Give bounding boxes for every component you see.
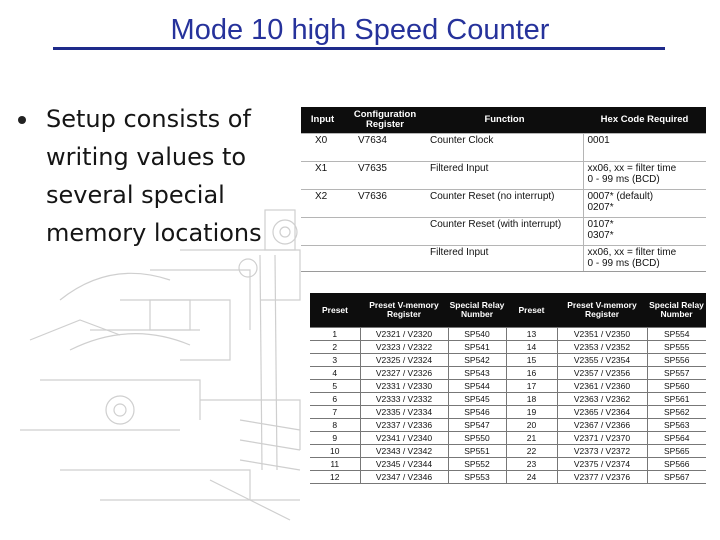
preset-cell-vmemory: V2347 / V2346 — [360, 471, 448, 484]
preset-cell-number-2: 22 — [506, 445, 557, 458]
preset-cell-number-2: 20 — [506, 419, 557, 432]
preset-cell-relay-2: SP566 — [647, 458, 706, 471]
preset-cell-relay: SP541 — [448, 341, 506, 354]
preset-cell-vmemory-2: V2351 / V2350 — [557, 328, 647, 341]
config-code-line: 0001 — [587, 135, 610, 146]
preset-cell-relay-2: SP555 — [647, 341, 706, 354]
config-header-input: Input — [301, 107, 344, 134]
config-header-register: Configuration Register — [344, 107, 426, 134]
preset-row — [310, 380, 706, 393]
preset-cell-vmemory: V2327 / V2326 — [360, 367, 448, 380]
preset-cell-relay-2: SP554 — [647, 328, 706, 341]
config-cell-input — [301, 218, 344, 246]
preset-cell-relay: SP547 — [448, 419, 506, 432]
config-code-line: 0207* — [587, 202, 614, 213]
preset-cell-vmemory-2: V2361 / V2360 — [557, 380, 647, 393]
preset-row — [310, 471, 706, 484]
preset-cell-vmemory-2: V2367 / V2366 — [557, 419, 647, 432]
config-cell-function — [426, 134, 583, 162]
preset-cell-vmemory-2: V2363 / V2362 — [557, 393, 647, 406]
config-cell-input — [301, 246, 344, 272]
preset-cell-vmemory: V2345 / V2344 — [360, 458, 448, 471]
preset-cell-relay: SP543 — [448, 367, 506, 380]
bullet-point — [18, 100, 293, 252]
config-code-line: 0 - 99 ms (BCD) — [587, 258, 660, 269]
preset-cell-number: 5 — [310, 380, 360, 393]
bullet-dot-icon — [18, 116, 26, 124]
preset-header-relay-2: Special Relay Number — [647, 293, 706, 328]
config-row — [301, 246, 706, 272]
preset-cell-number-2: 13 — [506, 328, 557, 341]
config-function-line: Counter Reset (no interrupt) — [430, 191, 555, 202]
preset-cell-number: 3 — [310, 354, 360, 367]
config-code-line: 0007* (default) — [587, 191, 654, 202]
preset-cell-number: 11 — [310, 458, 360, 471]
config-function-line: Counter Reset (with interrupt) — [430, 219, 562, 230]
config-cell-input: X0 — [301, 134, 344, 162]
preset-cell-relay: SP551 — [448, 445, 506, 458]
preset-cell-number: 2 — [310, 341, 360, 354]
title-underline — [53, 47, 665, 50]
config-cell-register: V7636 — [344, 190, 426, 218]
config-code-line: xx06, xx = filter time — [587, 247, 677, 258]
preset-cell-number: 10 — [310, 445, 360, 458]
preset-row — [310, 354, 706, 367]
slide-title: Mode 10 high Speed Counter — [170, 14, 550, 46]
preset-header-vmemory: Preset V-memory Register — [360, 293, 448, 328]
preset-cell-number-2: 19 — [506, 406, 557, 419]
preset-cell-vmemory: V2325 / V2324 — [360, 354, 448, 367]
preset-cell-number: 12 — [310, 471, 360, 484]
config-cell-function — [426, 190, 583, 218]
config-cell-function — [426, 218, 583, 246]
config-cell-function — [426, 162, 583, 190]
preset-cell-vmemory-2: V2371 / V2370 — [557, 432, 647, 445]
preset-cell-vmemory: V2333 / V2332 — [360, 393, 448, 406]
preset-cell-number-2: 17 — [506, 380, 557, 393]
preset-cell-number: 7 — [310, 406, 360, 419]
preset-cell-vmemory: V2337 / V2336 — [360, 419, 448, 432]
config-code-line: 0307* — [587, 230, 614, 241]
preset-header-relay: Special Relay Number — [448, 293, 506, 328]
configuration-table — [301, 107, 706, 272]
config-cell-register — [344, 218, 426, 246]
bullet-text: Setup consists of writing values to several special memory locations — [46, 105, 262, 247]
preset-cell-relay: SP545 — [448, 393, 506, 406]
preset-cell-vmemory-2: V2357 / V2356 — [557, 367, 647, 380]
preset-row — [310, 458, 706, 471]
preset-cell-number-2: 18 — [506, 393, 557, 406]
config-cell-hex-code — [583, 246, 706, 272]
preset-cell-relay-2: SP557 — [647, 367, 706, 380]
config-cell-register: V7635 — [344, 162, 426, 190]
config-header-hex-code: Hex Code Required — [583, 107, 706, 134]
preset-cell-relay: SP546 — [448, 406, 506, 419]
preset-row — [310, 445, 706, 458]
config-cell-hex-code — [583, 162, 706, 190]
preset-cell-number-2: 21 — [506, 432, 557, 445]
preset-cell-vmemory-2: V2377 / V2376 — [557, 471, 647, 484]
config-cell-function — [426, 246, 583, 272]
preset-table — [310, 293, 706, 484]
preset-row — [310, 393, 706, 406]
preset-header-preset-2: Preset — [506, 293, 557, 328]
preset-cell-vmemory: V2341 / V2340 — [360, 432, 448, 445]
config-function-line: Filtered Input — [430, 163, 489, 174]
preset-cell-relay: SP540 — [448, 328, 506, 341]
preset-row — [310, 328, 706, 341]
preset-cell-vmemory-2: V2365 / V2364 — [557, 406, 647, 419]
config-cell-hex-code — [583, 190, 706, 218]
preset-row — [310, 341, 706, 354]
preset-cell-relay: SP552 — [448, 458, 506, 471]
preset-cell-number-2: 15 — [506, 354, 557, 367]
preset-cell-relay-2: SP563 — [647, 419, 706, 432]
preset-cell-relay-2: SP560 — [647, 380, 706, 393]
preset-cell-relay-2: SP567 — [647, 471, 706, 484]
config-row — [301, 162, 706, 190]
preset-header-vmemory-2: Preset V-memory Register — [557, 293, 647, 328]
preset-cell-number: 6 — [310, 393, 360, 406]
preset-cell-vmemory-2: V2355 / V2354 — [557, 354, 647, 367]
config-header-function: Function — [426, 107, 583, 134]
config-row — [301, 190, 706, 218]
preset-cell-relay: SP553 — [448, 471, 506, 484]
preset-cell-relay-2: SP565 — [647, 445, 706, 458]
preset-cell-relay-2: SP561 — [647, 393, 706, 406]
preset-cell-number: 1 — [310, 328, 360, 341]
preset-cell-vmemory-2: V2353 / V2352 — [557, 341, 647, 354]
preset-cell-number-2: 23 — [506, 458, 557, 471]
preset-row — [310, 406, 706, 419]
preset-cell-relay: SP542 — [448, 354, 506, 367]
preset-cell-vmemory: V2343 / V2342 — [360, 445, 448, 458]
preset-row — [310, 367, 706, 380]
config-cell-register — [344, 246, 426, 272]
config-function-line: Counter Clock — [430, 135, 494, 146]
preset-cell-number: 4 — [310, 367, 360, 380]
preset-cell-relay-2: SP556 — [647, 354, 706, 367]
preset-cell-vmemory: V2321 / V2320 — [360, 328, 448, 341]
config-cell-input: X1 — [301, 162, 344, 190]
preset-cell-number: 8 — [310, 419, 360, 432]
preset-cell-number-2: 16 — [506, 367, 557, 380]
preset-cell-relay: SP544 — [448, 380, 506, 393]
preset-cell-vmemory-2: V2373 / V2372 — [557, 445, 647, 458]
preset-cell-number: 9 — [310, 432, 360, 445]
preset-cell-number-2: 14 — [506, 341, 557, 354]
config-row — [301, 218, 706, 246]
preset-row — [310, 432, 706, 445]
config-cell-input: X2 — [301, 190, 344, 218]
preset-row — [310, 419, 706, 432]
config-code-line: 0107* — [587, 219, 614, 230]
preset-cell-vmemory: V2323 / V2322 — [360, 341, 448, 354]
preset-cell-relay-2: SP562 — [647, 406, 706, 419]
preset-cell-number-2: 24 — [506, 471, 557, 484]
preset-cell-relay-2: SP564 — [647, 432, 706, 445]
config-cell-register: V7634 — [344, 134, 426, 162]
config-row — [301, 134, 706, 162]
preset-cell-vmemory: V2335 / V2334 — [360, 406, 448, 419]
preset-cell-vmemory-2: V2375 / V2374 — [557, 458, 647, 471]
preset-cell-relay: SP550 — [448, 432, 506, 445]
config-code-line: 0 - 99 ms (BCD) — [587, 174, 660, 185]
config-cell-hex-code — [583, 218, 706, 246]
config-cell-hex-code — [583, 134, 706, 162]
config-code-line: xx06, xx = filter time — [587, 163, 677, 174]
preset-header-preset: Preset — [310, 293, 360, 328]
preset-cell-vmemory: V2331 / V2330 — [360, 380, 448, 393]
config-function-line: Filtered Input — [430, 247, 489, 258]
